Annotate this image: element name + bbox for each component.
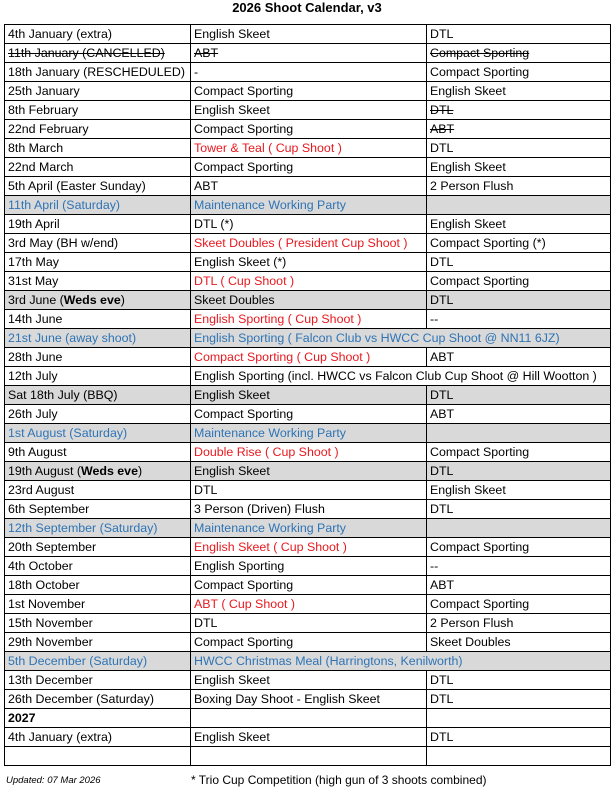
- table-row: [5, 462, 611, 481]
- table-row: [5, 291, 611, 310]
- date-cell: 5th December (Saturday): [5, 652, 191, 671]
- table-row: [5, 557, 611, 576]
- table-row: [5, 614, 611, 633]
- table-row: [5, 63, 611, 82]
- event-cell: DTL: [191, 614, 427, 633]
- date-cell: 4th October: [5, 557, 191, 576]
- table-row: [5, 177, 611, 196]
- date-cell: 4th January (extra): [5, 728, 191, 747]
- table-row: [5, 652, 611, 671]
- alt-event-cell: DTL: [427, 101, 611, 120]
- event-cell: English Sporting (incl. HWCC vs Falcon Club Cup Shoot @ Hill Wootton ): [191, 367, 611, 386]
- alt-event-cell: ABT: [427, 120, 611, 139]
- table-row: [5, 386, 611, 405]
- event-cell: English Skeet: [191, 728, 427, 747]
- table-row: [5, 253, 611, 272]
- alt-event-cell: DTL: [427, 671, 611, 690]
- table-row: [5, 25, 611, 44]
- table-row: [5, 576, 611, 595]
- table-row: [5, 101, 611, 120]
- table-row: [5, 538, 611, 557]
- date-cell: [5, 747, 191, 766]
- event-cell: English Skeet: [191, 25, 427, 44]
- event-cell: ABT: [191, 177, 427, 196]
- table-row: [5, 367, 611, 386]
- weds-eve-label: Weds eve: [63, 292, 121, 307]
- event-cell: Compact Sporting: [191, 120, 427, 139]
- date-cell: 9th August: [5, 443, 191, 462]
- date-cell: 28th June: [5, 348, 191, 367]
- date-cell: 15th November: [5, 614, 191, 633]
- event-cell: DTL ( Cup Shoot ): [191, 272, 427, 291]
- event-cell: Compact Sporting: [191, 158, 427, 177]
- alt-event-cell: [427, 519, 611, 538]
- event-cell: DTL (*): [191, 215, 427, 234]
- event-cell: HWCC Christmas Meal (Harringtons, Kenilworth): [191, 652, 611, 671]
- date-cell: 26th July: [5, 405, 191, 424]
- alt-event-cell: DTL: [427, 500, 611, 519]
- event-cell: Skeet Doubles ( President Cup Shoot ): [191, 234, 427, 253]
- date-cell: 4th January (extra): [5, 25, 191, 44]
- table-row: [5, 633, 611, 652]
- weds-eve-label: Weds eve: [81, 463, 138, 478]
- alt-event-cell: English Skeet: [427, 82, 611, 101]
- date-cell: 12th July: [5, 367, 191, 386]
- table-row: [5, 595, 611, 614]
- date-cell: 26th December (Saturday): [5, 690, 191, 709]
- date-cell: 21st June (away shoot): [5, 329, 191, 348]
- date-cell: 3rd May (BH w/end): [5, 234, 191, 253]
- alt-event-cell: DTL: [427, 728, 611, 747]
- table-row: [5, 424, 611, 443]
- event-cell: English Skeet: [191, 462, 427, 481]
- trio-cup-note: * Trio Cup Competition (high gun of 3 shoots combined): [191, 773, 487, 787]
- date-cell: [5, 462, 191, 481]
- table-row: [5, 215, 611, 234]
- alt-event-cell: [427, 747, 611, 766]
- date-cell: 17th May: [5, 253, 191, 272]
- alt-event-cell: ABT: [427, 576, 611, 595]
- alt-event-cell: English Skeet: [427, 215, 611, 234]
- date-cell: 6th September: [5, 500, 191, 519]
- alt-event-cell: Compact Sporting: [427, 443, 611, 462]
- alt-event-cell: 2 Person Flush: [427, 614, 611, 633]
- alt-event-cell: --: [427, 310, 611, 329]
- table-row: [5, 671, 611, 690]
- event-cell: English Skeet: [191, 101, 427, 120]
- alt-event-cell: [427, 709, 611, 728]
- date-cell: Sat 18th July (BBQ): [5, 386, 191, 405]
- event-cell: [191, 709, 427, 728]
- table-row: [5, 519, 611, 538]
- event-cell: English Skeet: [191, 671, 427, 690]
- table-row: [5, 690, 611, 709]
- table-row: [5, 44, 611, 63]
- updated-date: Updated: 07 Mar 2026: [6, 775, 101, 786]
- event-cell: English Sporting: [191, 557, 427, 576]
- alt-event-cell: Skeet Doubles: [427, 633, 611, 652]
- date-cell: 18th October: [5, 576, 191, 595]
- date-cell: 22nd March: [5, 158, 191, 177]
- event-cell: 3 Person (Driven) Flush: [191, 500, 427, 519]
- date-cell: 8th February: [5, 101, 191, 120]
- event-cell: Compact Sporting ( Cup Shoot ): [191, 348, 427, 367]
- event-cell: Maintenance Working Party: [191, 196, 427, 215]
- alt-event-cell: DTL: [427, 462, 611, 481]
- alt-event-cell: English Skeet: [427, 481, 611, 500]
- shoot-calendar-table: [4, 24, 611, 766]
- alt-event-cell: DTL: [427, 253, 611, 272]
- date-cell: 5th April (Easter Sunday): [5, 177, 191, 196]
- alt-event-cell: English Skeet: [427, 158, 611, 177]
- table-row: [5, 481, 611, 500]
- date-cell: 1st August (Saturday): [5, 424, 191, 443]
- date-cell: 29th November: [5, 633, 191, 652]
- date-cell: 11th January (CANCELLED): [5, 44, 191, 63]
- alt-event-cell: DTL: [427, 690, 611, 709]
- alt-event-cell: DTL: [427, 386, 611, 405]
- alt-event-cell: DTL: [427, 25, 611, 44]
- table-row: [5, 139, 611, 158]
- event-cell: Compact Sporting: [191, 82, 427, 101]
- alt-event-cell: [427, 196, 611, 215]
- table-row: [5, 196, 611, 215]
- table-row: [5, 272, 611, 291]
- event-cell: Compact Sporting: [191, 633, 427, 652]
- date-cell: 11th April (Saturday): [5, 196, 191, 215]
- alt-event-cell: DTL: [427, 139, 611, 158]
- event-cell: Skeet Doubles: [191, 291, 427, 310]
- date-text: 19th August (: [8, 463, 82, 478]
- table-row: [5, 329, 611, 348]
- table-row: [5, 747, 611, 766]
- table-row: [5, 709, 611, 728]
- alt-event-cell: ABT: [427, 348, 611, 367]
- table-row: [5, 500, 611, 519]
- event-cell: Maintenance Working Party: [191, 424, 427, 443]
- alt-event-cell: Compact Sporting: [427, 44, 611, 63]
- alt-event-cell: Compact Sporting: [427, 595, 611, 614]
- event-cell: English Skeet (*): [191, 253, 427, 272]
- event-cell: [191, 747, 427, 766]
- event-cell: Compact Sporting: [191, 576, 427, 595]
- event-cell: -: [191, 63, 427, 82]
- alt-event-cell: [427, 424, 611, 443]
- date-cell: 12th September (Saturday): [5, 519, 191, 538]
- table-row: [5, 348, 611, 367]
- date-cell: 1st November: [5, 595, 191, 614]
- date-cell: 14th June: [5, 310, 191, 329]
- alt-event-cell: 2 Person Flush: [427, 177, 611, 196]
- table-row: [5, 443, 611, 462]
- date-text-end: ): [120, 292, 125, 307]
- table-row: [5, 234, 611, 253]
- event-cell: Boxing Day Shoot - English Skeet: [191, 690, 427, 709]
- table-row: [5, 310, 611, 329]
- event-cell: Tower & Teal ( Cup Shoot ): [191, 139, 427, 158]
- alt-event-cell: Compact Sporting: [427, 272, 611, 291]
- table-row: [5, 728, 611, 747]
- alt-event-cell: --: [427, 557, 611, 576]
- event-cell: English Sporting ( Falcon Club vs HWCC Cup Shoot @ NN11 6JZ): [191, 329, 611, 348]
- date-cell: 23rd August: [5, 481, 191, 500]
- date-cell: 22nd February: [5, 120, 191, 139]
- alt-event-cell: Compact Sporting: [427, 538, 611, 557]
- page-title: 2026 Shoot Calendar, v3: [232, 0, 382, 15]
- date-cell: [5, 291, 191, 310]
- alt-event-cell: Compact Sporting: [427, 63, 611, 82]
- date-cell: 25th January: [5, 82, 191, 101]
- date-text-end: ): [137, 463, 143, 478]
- event-cell: Compact Sporting: [191, 405, 427, 424]
- date-cell: 31st May: [5, 272, 191, 291]
- event-cell: English Skeet ( Cup Shoot ): [191, 538, 427, 557]
- alt-event-cell: Compact Sporting (*): [427, 234, 611, 253]
- table-row: [5, 158, 611, 177]
- table-row: [5, 120, 611, 139]
- alt-event-cell: DTL: [427, 291, 611, 310]
- event-cell: English Skeet: [191, 386, 427, 405]
- event-cell: ABT ( Cup Shoot ): [191, 595, 427, 614]
- year-heading: 2027: [5, 709, 191, 728]
- date-text: 3rd June (: [8, 292, 64, 307]
- alt-event-cell: ABT: [427, 405, 611, 424]
- event-cell: Double Rise ( Cup Shoot ): [191, 443, 427, 462]
- table-row: [5, 405, 611, 424]
- table-row: [5, 82, 611, 101]
- date-cell: 8th March: [5, 139, 191, 158]
- date-cell: 20th September: [5, 538, 191, 557]
- event-cell: DTL: [191, 481, 427, 500]
- date-cell: 19th April: [5, 215, 191, 234]
- event-cell: English Sporting ( Cup Shoot ): [191, 310, 427, 329]
- event-cell: Maintenance Working Party: [191, 519, 427, 538]
- date-cell: 13th December: [5, 671, 191, 690]
- event-cell: ABT: [191, 44, 427, 63]
- date-cell: 18th January (RESCHEDULED): [5, 63, 191, 82]
